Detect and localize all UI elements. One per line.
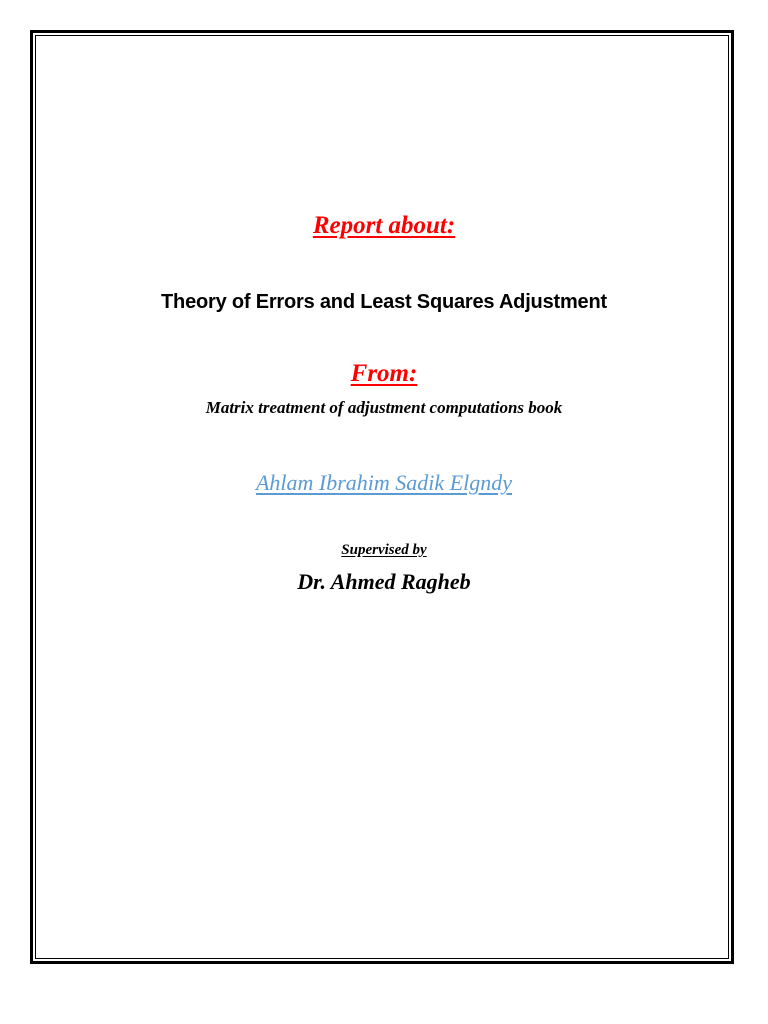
from-heading: From: [350,360,418,387]
author-name: Ahlam Ibrahim Sadik Elgndy [255,470,513,495]
report-about-heading: Report about: [312,212,456,239]
report-title: Theory of Errors and Least Squares Adjustment [161,291,607,313]
source-book: Matrix treatment of adjustment computations book [205,398,563,417]
supervisor-name: Dr. Ahmed Ragheb [297,569,471,594]
page-border-inner [35,35,729,959]
supervised-by-label: Supervised by [341,542,427,558]
